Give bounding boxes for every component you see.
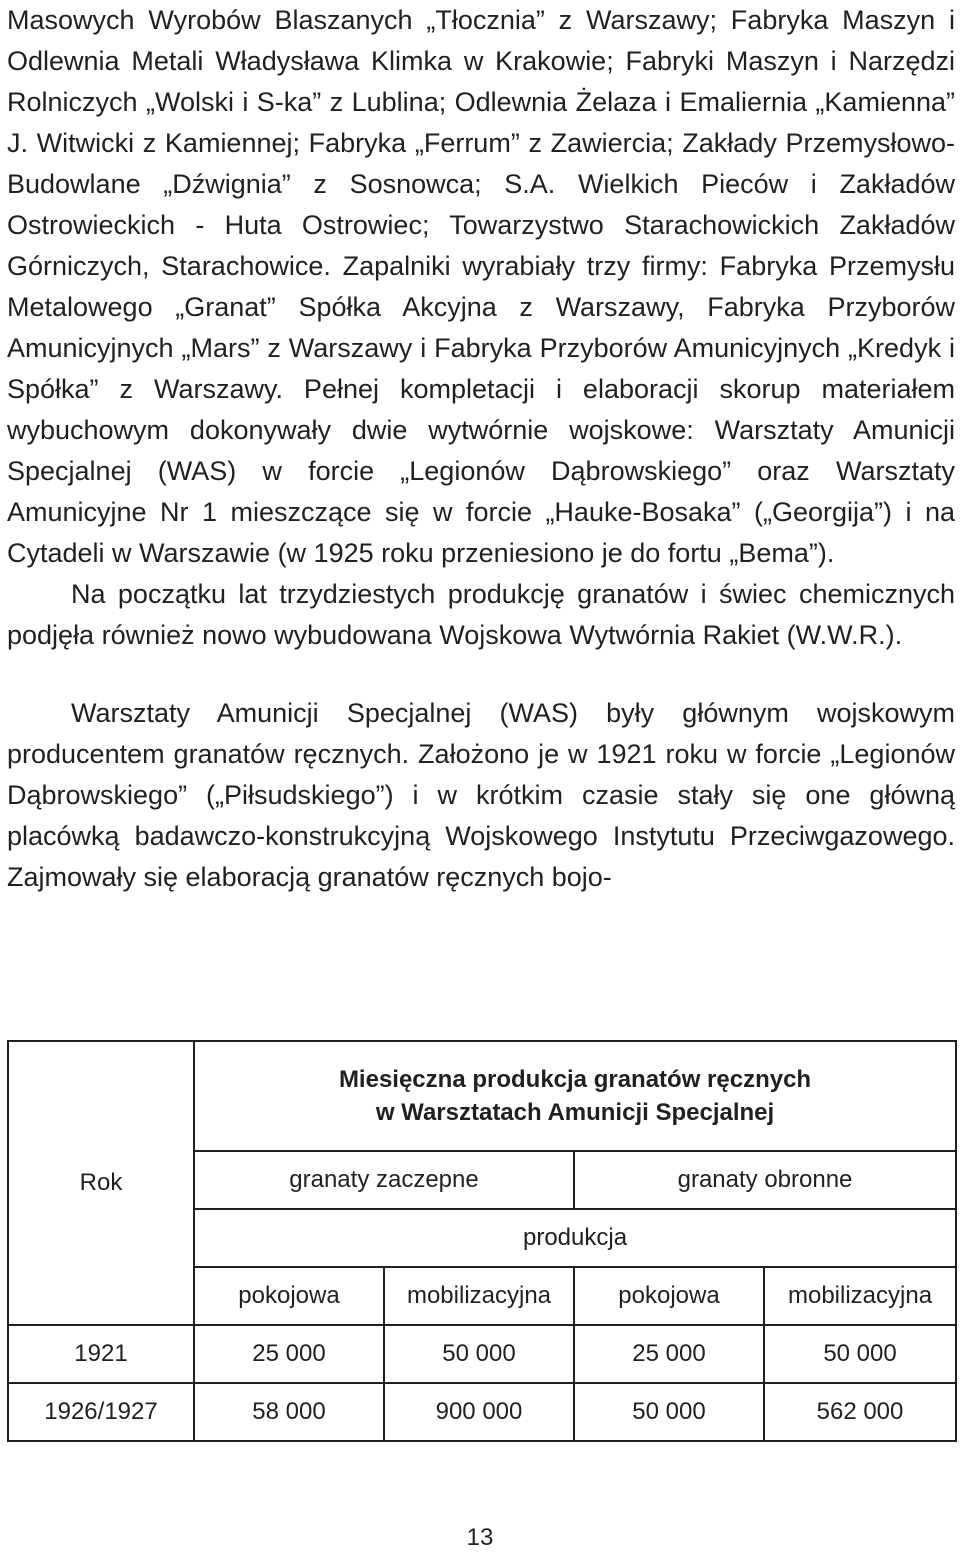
production-table-container [7, 1040, 955, 1442]
row-year: 1926/1927 [8, 1383, 194, 1441]
sub-header: mobilizacyjna [384, 1267, 574, 1325]
produkcja-header: produkcja [194, 1209, 956, 1267]
row-value: 25 000 [194, 1325, 384, 1383]
group-header-obronne: granaty obronne [574, 1151, 956, 1209]
sub-header: pokojowa [194, 1267, 384, 1325]
row-value: 562 000 [764, 1383, 956, 1441]
table-title [194, 1041, 956, 1151]
sub-header: pokojowa [574, 1267, 764, 1325]
page-number: 13 [466, 1524, 494, 1551]
row-value: 50 000 [764, 1325, 956, 1383]
table-row [8, 1325, 956, 1383]
body-paragraph: Warsztaty Amunicji Specjalnej (WAS) były głównym wojskowym producentem granatów ręcznych. Założono je w 1921 roku w forcie „Legionów Dąbrowskiego” („Piłsudskiego”) i w krótkim czasie stały się one główną placówką badawczo-konstrukcyjną Wojskowego Instytutu Przeciwgazowego. Zajmowały się elaboracją granatów ręcznych bojo- [7, 698, 955, 892]
row-value: 58 000 [194, 1383, 384, 1441]
rok-header: Rok [8, 1041, 194, 1325]
row-value: 50 000 [384, 1325, 574, 1383]
row-year: 1921 [8, 1325, 194, 1383]
page-body [7, 0, 955, 898]
group-header-zaczepne: granaty zaczepne [194, 1151, 574, 1209]
row-value: 900 000 [384, 1383, 574, 1441]
table-row [8, 1383, 956, 1441]
sub-header: mobilizacyjna [764, 1267, 956, 1325]
table-title-line: w Warsztatach Amunicji Specjalnej [375, 1099, 775, 1126]
row-value: 25 000 [574, 1325, 764, 1383]
production-table [7, 1040, 957, 1442]
body-paragraph: Na początku lat trzydziestych produkcję granatów i świec chemicznych podjęła również nowo wybudowana Wojskowa Wytwórnia Rakiet (W.W.R.). [7, 579, 955, 650]
body-paragraph: Masowych Wyrobów Blaszanych „Tłocznia” z Warszawy; Fabryka Maszyn i Odlewnia Metali Władysława Klimka w Krakowie; Fabryki Maszyn i Narzędzi Rolniczych „Wolski i S-ka” z Lublina; Odlewnia Żelaza i Emaliernia „Kamienna” J. Witwicki z Kamiennej; Fabryka „Ferrum” z Zawiercia; Zakłady Przemysłowo-Budowlane „Dźwignia” z Sosnowca; S.A. Wielkich Pieców i Zakładów Ostrowieckich - Huta Ostrowiec; Towarzystwo Starachowickich Zakładów Górniczych, Starachowice. Zapalniki wyrabiały trzy firmy: Fabryka Przemysłu Metalowego „Granat” Spółka Akcyjna z Warszawy, Fabryka Przyborów Amunicyjnych „Mars” z Warszawy i Fabryka Przyborów Amunicyjnych „Kredyk i Spółka” z Warszawy. Pełnej kompletacji i elaboracji skorup materiałem wybuchowym dokonywały dwie wytwórnie wojskowe: Warsztaty Amunicji Specjalnej (WAS) w forcie „Legionów Dąbrowskiego” oraz Warsztaty Amunicyjne Nr 1 mieszczące się w forcie „Hauke-Bosaka” („Georgija”) i na Cytadeli w Warszawie (w 1925 roku przeniesiono je do fortu „Bema”). [7, 5, 955, 568]
table-title-line: Miesięczna produkcja granatów ręcznych [338, 1066, 812, 1093]
row-value: 50 000 [574, 1383, 764, 1441]
